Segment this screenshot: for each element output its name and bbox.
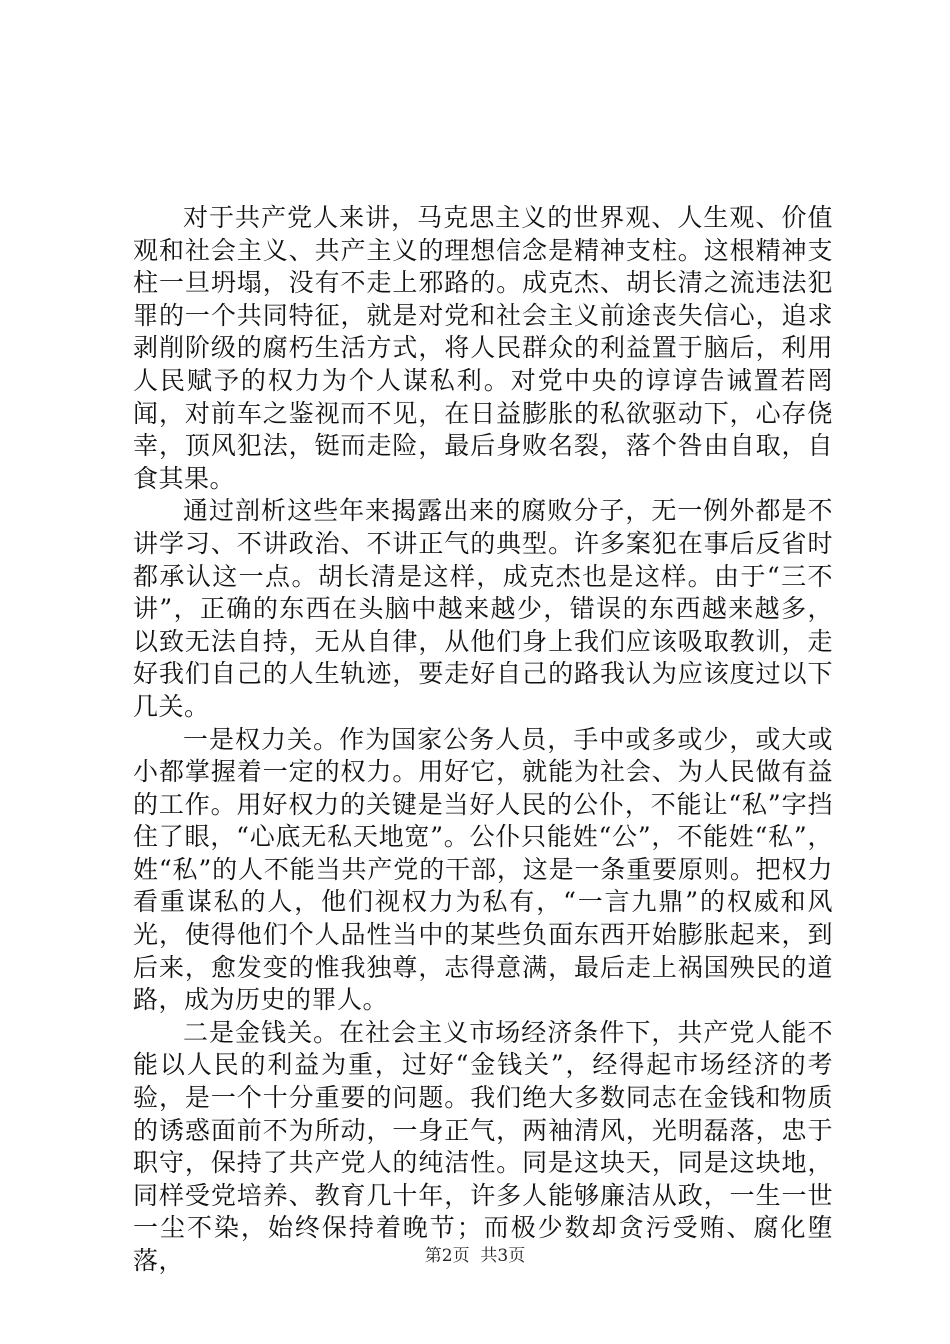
paragraph-lessons: 通过剖析这些年来揭露出来的腐败分子，无一例外都是不讲学习、不讲政治、不讲正气的典型。许多案犯在事后反省时都承认这一点。胡长清是这样，成克杰也是这样。由于“三不讲”，正确的东西在头脑中越来越少，错误的东西越来越多，以致无法自持，无从自律，从他们身上我们应该吸取教训，走好我们自己的人生轨迹，要走好自己的路我认为应该度过以下几关。 bbox=[133, 496, 833, 721]
paragraph-worldview: 对于共产党人来讲，马克思主义的世界观、人生观、价值观和社会主义、共产主义的理想信念是精神支柱。这根精神支柱一旦坍塌，没有不走上邪路的。成克杰、胡长清之流违法犯罪的一个共同特征，就是对党和社会主义前途丧失信心，追求剥削阶级的腐朽生活方式，将人民群众的利益置于脑后，利用人民赋予的权力为个人谋私利。对党中央的谆谆告诫置若罔闻，对前车之鉴视而不见，在日益膨胀的私欲驱动下，心存侥幸，顶风犯法，铤而走险，最后身败名裂，落个咎由自取，自食其果。 bbox=[133, 203, 833, 493]
page-footer bbox=[0, 1244, 950, 1268]
paragraph-money: 二是金钱关。在社会主义市场经济条件下，共产党人能不能以人民的利益为重，过好“金钱关”，经得起市场经济的考验，是一个十分重要的问题。我们绝大多数同志在金钱和物质的诱惑面前不为所动，一身正气，两袖清风，光明磊落，忠于职守，保持了共产党人的纯洁性。同是这块天，同是这块地，同样受党培养、教育几十年，许多人能够廉洁从政，一生一世一尘不染，始终保持着晚节；而极少数却贪污受贿、腐化堕落， bbox=[133, 1017, 833, 1275]
document-body bbox=[133, 202, 833, 1278]
paragraph-power: 一是权力关。作为国家公务人员，手中或多或少，或大或小都掌握着一定的权力。用好它，就能为社会、为人民做有益的工作。用好权力的关键是当好人民的公仆，不能让“私”字挡住了眼，“心底无私天地宽”。公仆只能姓“公”，不能姓“私”，姓“私”的人不能当共产党的干部，这是一条重要原则。把权力看重谋私的人，他们视权力为私有，“一言九鼎”的权威和风光，使得他们个人品性当中的某些负面东西开始膨胀起来，到后来，愈发变的惟我独尊，志得意满，最后走上祸国殃民的道路，成为历史的罪人。 bbox=[133, 724, 833, 1015]
page-number-label: 第2页 共3页 bbox=[424, 1246, 526, 1266]
